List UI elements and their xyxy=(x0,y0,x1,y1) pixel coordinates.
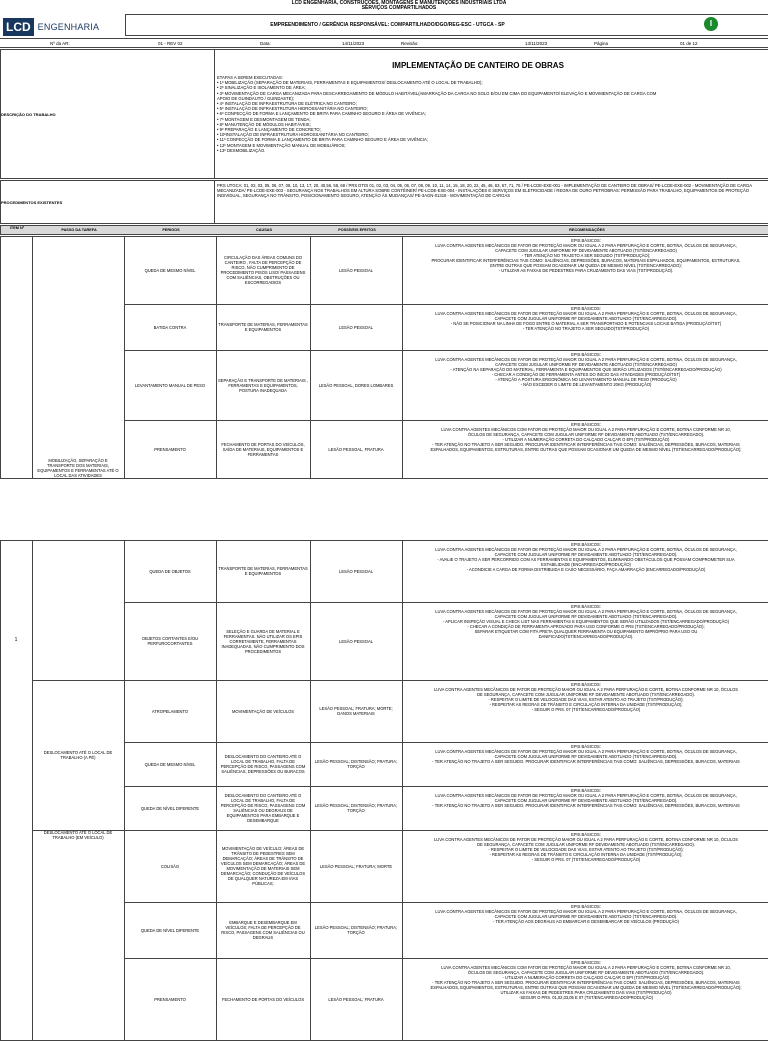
revision-value: 13/11/2023 xyxy=(525,41,548,46)
recommendation-line: LUVA CONTRA AGENTES MECÂNICOS DE FATOR DE PROTEÇÃO MAIOR OU IGUAL A 2 PARA PERFURAÇÃO E CORTE, BOTINA, ÓCULOS DE SEGURANÇA, xyxy=(435,357,737,362)
task-step-cell xyxy=(34,540,122,680)
recommendation-line: LUVA CONTRA AGENTES MECÂNICOS DE FATOR DE PROTEÇÃO MAIOR OU IGUAL A 2 PARA PERFURAÇÃO E CORTE, BOTINA, ÓCULOS DE SEGURANÇA, xyxy=(435,909,737,914)
task-step-cell: DESLOCAMENTO ATÉ O LOCAL DE TRABALHO (EM VEÍCULO) xyxy=(43,830,113,840)
hazard-cell: PRENSAMENTO xyxy=(154,446,186,452)
hazard-cell: QUEDA DE OBJETOS xyxy=(149,568,191,574)
table-row xyxy=(124,540,768,602)
work-title: IMPLEMENTAÇÃO DE CANTEIRO DE OBRAS xyxy=(392,61,564,70)
cause-cell: EMBARQUE E DESEMBARQUE EM VEÍCULOS; FALTA DE PERCEPÇÃO DE RISCO, PASSAGENS COM SALIÊNCIAS OU DEGRAUS xyxy=(221,920,305,940)
recommendation-line: EPIS BÁSICOS: xyxy=(571,682,601,687)
table-row xyxy=(124,304,768,350)
table-row xyxy=(124,350,768,420)
recommendation-line: EPIS BÁSICOS: xyxy=(571,832,601,837)
table-row xyxy=(124,420,768,478)
recommendation-line: LUVA CONTRA AGENTES MECÂNICOS DE FATOR DE PROTEÇÃO MAIOR OU IGUAL A 2 PARA PERFURAÇÃO E CORTE, BOTINA, ÓCULOS DE SEGURANÇA, xyxy=(435,311,737,316)
table-gridline xyxy=(0,540,1,1040)
recommendation-line: - NÃO SE POSICIONAR NA LINHA DE FOGO ENTRE O MATERIAL A SER TRANSPORTADO E POTENCIAIS LOCAIS BATIDA (PRODUÇÃO/TST) xyxy=(450,321,722,326)
recommendation-cell xyxy=(404,902,768,958)
recommendation-line: - SEGUIR O PRS. 07 (TST/ENCARREGADO/PRODUÇÃO) xyxy=(531,707,641,712)
recommendation-line: LUVA CONTRA AGENTES MECÂNICOS DE FATOR DE PROTEÇÃO MAIOR OU IGUAL A 2 PARA PERFURAÇÃO E CORTE, BOTINA, ÓCULOS DE SEGURANÇA, xyxy=(435,749,737,754)
recommendation-line: EPIS BÁSICOS: xyxy=(571,238,601,243)
recommendation-line: DE SEGURANÇA, CAPACETE COM JUGULAR UNIFORME RF DEVIDAMENTE ABOTUADO (TST/ENCARREGADO). xyxy=(477,692,695,697)
recommendation-line: - TER ATENÇÃO AOS DEGRAUS AO EMBARCAR E DESEMBARCAR DE VEÍCULOS (PRODUÇÃO) xyxy=(493,919,679,924)
recommendation-line: - CHECAR A CONDIÇÃO DE FERRAMENTA ANTES DO INÍCIO DAS ATIVIDADES (PRODUÇÃO/TST) xyxy=(491,372,681,377)
recommendation-line: - RESPEITAR O LIMITE DE VELOCIDADE DAS VIAS, ESTAR ATENTO AO TRAJETO (TST/PRODUÇÃO); xyxy=(488,847,684,852)
recommendation-cell xyxy=(404,236,768,304)
table-row xyxy=(124,236,768,304)
table-row xyxy=(124,786,768,830)
cause-cell: DESLOCAMENTO DO CANTEIRO ATÉ O LOCAL DE TRABALHO, FALTA DE PERCEPÇÃO DE RISCO, PASSAGENS COM SALIÊNCIAS, DEPRESSÕES OU BURACOS xyxy=(220,754,306,774)
work-step-line: • 12º MONTAGEM E MOVIMENTAÇÃO MANUAL DE MOBILIÁRIOS; xyxy=(217,142,346,148)
company-name: LCD ENGENHARIA, CONSTRUÇÕES, MONTAGENS E MANUTENÇÕES INDUSTRIAIS LTDA xyxy=(291,0,507,6)
recommendation-line: SEPARAR ETIQUETAR COM FITA PRETA QUALQUER FERRAMENTA OU EQUIPAMENTO IMPRÓPRIO PARA USO OU xyxy=(474,629,698,634)
table-header xyxy=(0,225,768,235)
item-number: 1 xyxy=(14,636,18,643)
recommendation-line: DE SEGURANÇA, CAPACETE COM JUGULAR UNIFORME RF DEVIDAMENTE ABOTUADO (TST/ENCARREGADO). xyxy=(477,842,695,847)
recommendation-line: - ATENÇÃO NA SEPARAÇÃO DO MATERIAL, FERRAMENTA E EQUIPAMENTOS QUE SERÃO UTILIZADOS (TST/ENCARREGADO/PRODUÇÃO) xyxy=(450,367,722,372)
hazard-cell: QUEDA DE MESMO NÍVEL xyxy=(144,267,196,273)
work-step-line: • 11º CONFECÇÃO DE FORMA E LANÇAMENTO DE BRITA PARA CAMINHO SEGURO E ÁREA DE VIVÊNCIA; xyxy=(217,137,428,143)
recommendation-line: - UTILIZAR AS FAIXAS DE PEDESTRES PARA CRUZAMENTO DAS VIAS (TST/PRODUÇÃO). xyxy=(498,268,674,273)
col-efeitos: POSSÍVEIS EFEITOS xyxy=(338,228,376,232)
recommendation-line: EPIS BÁSICOS: xyxy=(571,306,601,311)
work-step-line: • 2º SINALIZAÇÃO E ISOLAMENTO DE ÁREA; xyxy=(217,85,306,91)
col-recomendacoes: RECOMENDAÇÕES xyxy=(569,228,605,232)
table-row xyxy=(124,958,768,1040)
work-step-line: ETAPAS A SEREM EXECUTADAS: xyxy=(217,75,283,80)
work-description-label: DESCRIÇÃO DO TRABALHO xyxy=(1,50,215,178)
recommendation-line: EPIS BÁSICOS: xyxy=(571,788,601,793)
page-value: 01 de 12 xyxy=(680,41,698,46)
task-step-cell: MOBILIZAÇÃO, SEPARAÇÃO E TRANSPORTE DOS MATERIAIS, EQUIPAMENTOS E FERRAMENTAS ATÉ O LOCAL DAS ATIVIDADES xyxy=(37,458,119,478)
work-description xyxy=(217,52,739,153)
work-step-line: • 6º CONFECÇÃO DE FORMA E LANÇAMENTO DE BRITA PARA CAMINHO SEGURO E ÁREA DE VIVÊNCIA; xyxy=(217,111,426,117)
work-step-line: • 1º MOBILIZAÇÃO (SEPARAÇÃO DE MATERIAIS, FERRAMENTAS E EQUIPAMENTOS/ DESLOCAMENTO ATÉ O LOCAL DE TRABALHO); xyxy=(217,80,483,86)
recommendation-line: CAPACETE COM JUGULAR UNIFORME RF DEVIDAMENTE ABOTUADO (TST/ENCARREGADO). xyxy=(494,798,678,803)
work-step-line: • 5º INSTALAÇÃO DE INFRAESTRUTURA HIDROSSANITÁRIA NO CANTEIRO; xyxy=(217,106,368,112)
recommendation-line: EPIS BÁSICOS: xyxy=(571,352,601,357)
work-step-line: • 9º PREPARAÇÃO E LANÇAMENTO DE CONCRETO; xyxy=(217,127,321,133)
work-steps-list xyxy=(217,75,739,153)
table-gridline xyxy=(0,236,1,478)
company-subtitle: SERVIÇOS COMPARTILHADOS xyxy=(361,5,437,11)
effect-cell: LESÃO PESSOAL; DISTENSÃO; FRATURA; TORÇÃO xyxy=(314,803,398,813)
empreendimento-text: EMPREENDIMENTO / GERÊNCIA RESPONSÁVEL: COMPARTILHADO/DGO/REG-ESC - UTGCA - SP xyxy=(270,22,505,28)
cause-cell: SELEÇÃO E GUARDA DE MATERIAL E FERRAMENTAS. NÃO UTILIZAR OS EPIS CORRETAMENTE, FERRAMENTAS INADEQUADAS, NÃO CUMPRIMENTO DOS PROCEDIMENTOS xyxy=(221,628,305,654)
hazard-cell: OBJETOS CORTANTES E/OU PERFUROCORTANTES xyxy=(141,636,199,646)
cause-cell: DESLOCAMENTO DO CANTEIRO ATÉ O LOCAL DE TRABALHO, FALTA DE PERCEPÇÃO DE RISCO, PASSAGENS COM SALIÊNCIAS OU DEGRAUS DE EQUIPAMENTOS PARA EMBARQUE E DESEMBARQUE xyxy=(220,793,306,823)
recommendation-line: EPIS BÁSICOS: xyxy=(571,542,601,547)
work-step-line: APOIO DE GUINDAUTO / GUINDASTE); xyxy=(217,95,294,101)
recommendation-line: LUVA CONTRA AGENTES MECÂNICOS DE FATOR DE PROTEÇÃO MAIOR OU IGUAL A 2 PARA PERFURAÇÃO E CORTE, BOTINA, ÓCULOS DE SEGURANÇA, xyxy=(435,243,737,248)
recommendation-line: ÓCULOS DE SEGURANÇA, CAPACETE COM JUGULAR UNIFORME RF DEVIDAMENTE ABOTUADO (TST/ENCARREGADO). xyxy=(467,970,705,975)
recommendation-line: - RESPEITAR O LIMITE DE VELOCIDADE DAS VIAS, ESTAR ATENTO AO TRAJETO (TST/PRODUÇÃO); xyxy=(488,697,684,702)
recommendation-cell xyxy=(404,742,768,786)
procedures-text: PRS UTGCA: 01, 02, 03, 05, 06, 07, 08, 10, 13, 17, 20, 40,56, 58, 68 / PRS DTOI 01, 02, 03, 04, 05, 06, 07, 08, 09, 10, 11, 14, 15, 18, 20, 22, 45, 46, 63, 67, 71, 75 / PE-LCDE-EXE-001 - IMPLEMENTAÇÃO DE CANTEIRO DE OBRAS/ PE-LCDE-EXE-002 - MOVIMENTAÇÃO DE CARGA MECANIZADA/ PE-LCDE-EXE-003 - SEGURANÇA NOS TRABALHOS EM ALTURA SOBRE CONTÊINER/ PE-LCDE-EXE-004 - INSTALAÇÕES E SERVIÇOS EM ELETRICIDADE / REGRA DE OURO PETROBRAS: PERMISSÃO PARA TRABALHO, EQUIPAMENTOS DE PROTEÇÃO INDIVIDUAL, SEGURANÇA NO TRÂNSITO, POSICIONAMENTO SEGURO, ATENÇÃO ÀS MUDANÇAS/ PE-3AGN-01318 - MOVIMENTAÇÃO DE CARGAS xyxy=(217,183,752,199)
cause-cell: SEPARAÇÃO E TRANSPORTE DE MATERIAIS , FERRAMENTAS E EQUIPAMENTOS, POSTURA INADEQUADA xyxy=(218,377,309,393)
work-step-line: • 8º MANUTENÇÃO DE MÓDULOS HABITÁVEIS; xyxy=(217,121,311,127)
hazard-cell: QUEDA DE NÍVEL DIFERENTE xyxy=(140,927,200,933)
recommendation-line: LUVA CONTRA AGENTES MECÂNICOS DE FATOR DE PROTEÇÃO MAIOR OU IGUAL A 2 PARA PERFURAÇÃO E CORTE, BOTINA CONFORME NR 10, ÓCULOS xyxy=(433,687,739,692)
recommendation-line: CAPACETE COM JUGULAR UNIFORME RF DEVIDAMENTE ABOTUADO (TST/ENCARREGADO). xyxy=(494,754,678,759)
recommendation-line: DANIFICADO(TST/ENCARREGADO/PRODUÇÃO). xyxy=(538,634,634,639)
work-step-line: • 10ºINSTALAÇÃO DE INFRAESTRUTURA HIDROSSANITÁRIA NO CANTEIRO; xyxy=(217,132,369,138)
recommendation-line: LUVA CONTRA AGENTES MECÂNICOS DE FATOR DE PROTEÇÃO MAIOR OU IGUAL A 2 PARA PERFURAÇÃO E CORTE, BOTINA, ÓCULOS DE SEGURANÇA, xyxy=(435,609,737,614)
cause-cell: MOVIMENTAÇÃO DE VEÍCULO: ÁREAS DE TRÂNSITO DE PEDESTRES SEM DEMARCAÇÃO; ÁREAS DE TRÂNSITO DE VEÍCULOS SEM DEMARCAÇÃO; ÁREAS DE MOVIMENTAÇÃO DE MATERIAIS SEM DEMARCAÇÃO; CONDUÇÃO DE VEÍCULOS DE QUALQUER NATUREZA EM VIAS PÚBLICAS; xyxy=(220,846,306,886)
recommendation-line: - ATENÇÃO A POSTURA ERGONÔMICA NO LEVANTAMENTO MANUAL DE PESO (PRODUÇÃO) xyxy=(495,377,677,382)
effect-cell: LESÃO PESSOAL; FRATURA; MORTE; DANOS MATERIAIS xyxy=(319,706,393,716)
recommendation-cell xyxy=(404,958,768,1040)
table-row xyxy=(124,742,768,786)
table-row xyxy=(124,680,768,742)
effect-cell: LESÃO PESSOAL xyxy=(339,324,373,330)
ar-number-label: Nº da AR: xyxy=(50,41,70,46)
recommendation-cell xyxy=(404,420,768,478)
recommendation-line: -SEGUIR O PRS. 01,02,03,05 E 07 (TST/ENCARREGADO/PRODUÇÃO) xyxy=(519,995,653,1000)
recommendation-line: EPIS BÁSICOS: xyxy=(571,744,601,749)
recommendation-cell xyxy=(404,540,768,602)
recommendation-cell xyxy=(404,786,768,830)
recommendation-line: - TER ATENÇÃO NO TRAJETO A SER SEGUIDO. PROCURAR IDENTIFICAR INTERFERÊNCIAS TAIS COMO: SALIÊNCIAS, DEPRESSÕES, BURACOS, MATERIAIS xyxy=(432,442,740,447)
cause-cell: TRANSPORTE DE MATERIAS, FERRAMENTAS E EQUIPAMENTOS xyxy=(218,566,308,576)
revision-label: Revisão: xyxy=(401,41,419,46)
recommendation-line: - AVALIE O TRAJETO A SER PERCORRIDO COM AS FERRAMENTAS E EQUIPAMENTOS, ELIMINANDO OBSTÁCULOS QUE POSSAM COMPROMETER SUA xyxy=(437,557,735,562)
recommendation-line: EPIS BÁSICOS: xyxy=(571,604,601,609)
recommendation-line: - CHECAR A CONDIÇÃO DE FERRAMENTA APROVADO PARA USO CONFORME O PRS (TST/ENCARREGADO/PRODUÇÃO); xyxy=(467,624,705,629)
table-gridline xyxy=(32,236,33,478)
recommendation-line: PROCURAR IDENTIFICAR INTERFERÊNCIAS TAIS COMO: SALIÊNCIAS, DEPRESSÕES, BURACOS, MATERIAIS ESPALHADOS, EQUIPAMENTOS, ESTRUTURAS, xyxy=(431,258,741,263)
table-row xyxy=(124,602,768,680)
recommendation-line: - UTILIZAR A NUMERAÇÃO CORRETA DO CALÇADO CALÇAR O EPI (TST/PRODUÇÃO) xyxy=(502,437,670,442)
hazard-cell: ATROPELAMENTO xyxy=(151,708,189,714)
recommendation-line: EPIS BÁSICOS: xyxy=(571,422,601,427)
risk-table-page-1 xyxy=(0,236,768,478)
recommendation-line: - TER ATENÇÃO NO TRAJETO A SER SEGUIDO. PROCURAR IDENTIFICAR INTERFERÊNCIAS TAIS COMO: SALIÊNCIAS, DEPRESSÕES, BURACOS, MATERIAIS xyxy=(432,980,740,985)
recommendation-line: - TER ATENÇÃO NO TRAJETO A SER SEGUIDO. PROCURAR IDENTIFICAR INTERFERÊNCIAS TAIS COMO: SALIÊNCIAS, DEPRESSÕES, BURACOS, MATERIAIS xyxy=(432,803,740,808)
recommendation-line: - TER ATENÇÃO NO TRAJETO A SER SEGUIDO (TST/PRODUÇÃO); xyxy=(521,253,651,258)
recommendation-line: ESPALHADOS, EQUIPAMENTOS, ESTRUTURAS, ENTRE OUTRAS QUE POSSAM OCASIONAR UM QUEDA DE MESMO NÍVEL (TST/ENCARREGADO/PRODUÇÃO); xyxy=(430,985,742,990)
page-label: Página xyxy=(594,41,609,46)
recommendation-line: - TER ATENÇÃO NO TRAJETO A SER SEGUIDO(TST/PRODUÇÃO) xyxy=(522,326,650,331)
table-gridline xyxy=(32,540,33,1040)
recommendation-cell xyxy=(404,350,768,420)
effect-cell: LESÃO PESSOAL; FRATURA xyxy=(328,996,384,1002)
hazard-cell: QUEDA DE NÍVEL DIFERENTE xyxy=(140,805,200,811)
recommendation-cell xyxy=(404,304,768,350)
classification-badge: I xyxy=(704,17,718,31)
recommendation-line: - APLICAR INSPEÇÃO VISUAL E CHECK LIST NAS FERRAMENTAS E EQUIPAMENTOS QUE SERÃO UTILIZADOS (TST/ENCARREGADO/PRODUÇÃO) xyxy=(443,619,729,624)
hazard-cell: LEVANTAMENTO MANUAL DE PESO xyxy=(134,382,206,388)
effect-cell: LESÃO PESSOAL xyxy=(339,267,373,273)
recommendation-line: UTILIZAR AS FAIXAS DE PEDESTRES PARA CRUZAMENTO DAS VIAS (TST/PRODUÇÃO) xyxy=(500,990,672,995)
recommendation-line: LUVA CONTRA AGENTES MECÂNICOS DE FATOR DE PROTEÇÃO MAIOR OU IGUAL A 2 PARA PERFURAÇÃO E CORTE, BOTINA, ÓCULOS DE SEGURANÇA, xyxy=(435,793,737,798)
effect-cell: LESÃO PESSOAL xyxy=(339,568,373,574)
cause-cell: TRANSPORTE DE MATERIAS, FERRAMENTAS E EQUIPAMENTOS xyxy=(218,322,308,332)
recommendation-line: EPIS BÁSICOS: xyxy=(571,904,601,909)
cause-cell: MOVIMENTAÇÃO DE VEÍCULOS xyxy=(231,708,295,714)
recommendation-line: - NÃO EXCEDER O LIMITE DE LEVANTAMENTO 20KG (PRODUÇÃO) xyxy=(520,382,652,387)
recommendation-line: CAPACETE COM JUGULAR UNIFORME RF DEVIDAMENTE ABOTUADO (TST/ENCARREGADO) xyxy=(495,362,677,367)
recommendation-line: - SEGUIR O PRS. 07 (TST/ENCARREGADO/PRODUÇÃO) xyxy=(531,857,641,862)
company-header xyxy=(130,0,668,13)
col-item: ITEM Nº xyxy=(9,226,25,230)
recommendation-line: - RESPEITAR AS REGRAS DE TRÂNSITO E CIRCULAÇÃO INTERNA DA UNIDADE (TST/PRODUÇÃO); xyxy=(489,852,683,857)
effect-cell: LESÃO PESSOAL; FRATURA; MORTE xyxy=(319,863,393,869)
info-row xyxy=(0,38,768,48)
recommendation-line: ÓCULOS DE SEGURANÇA, CAPACETE COM JUGULAR UNIFORME RF DEVIDAMENTE ABOTUADO (TST/ENCARREGADO). xyxy=(467,432,705,437)
recommendation-line: CAPACETE COM JUGULAR UNIFORME RF DEVIDAMENTE ABOTUADO (TST/ENCARREGADO). xyxy=(494,552,678,557)
hazard-cell: BATIDA CONTRA xyxy=(153,324,187,330)
recommendation-line: ESTABILIDADE (ENCARREGADO/PRODUÇÃO) xyxy=(541,562,631,567)
recommendation-cell xyxy=(404,602,768,680)
empreendimento-row xyxy=(125,14,768,36)
risk-table-page-2 xyxy=(0,540,768,1040)
work-step-line: • 7º MONTAGEM E DESMONTAGEM DE TENDA; xyxy=(217,116,311,122)
recommendation-line: - TER ATENÇÃO NO TRAJETO A SER SEGUIDO. PROCURAR IDENTIFICAR INTERFERÊNCIAS TAIS COMO: SALIÊNCIAS, DEPRESSÕES, BURACOS, MATERIAIS xyxy=(432,759,740,764)
work-step-line: • 4º INSTALAÇÃO DE INFRAESTRUTURA DE ELÉTRICA NO CANTEIRO; xyxy=(217,101,357,107)
effect-cell: LESÃO PESSOAL, FRATURA xyxy=(328,446,384,452)
col-passo: PASSO DA TAREFA xyxy=(61,228,97,232)
col-perigos: PERIGOS xyxy=(162,228,180,232)
cause-cell: FECHAMENTO DE PORTAS DO VEÍCULOS, SAÍDA DE MATERIAIS, EQUIPAMENTOS E FERRAMENTAS xyxy=(221,441,305,457)
col-causas: CAUSAS xyxy=(255,228,273,232)
date-label: Data: xyxy=(260,41,271,46)
recommendation-line: LUVA CONTRA AGENTES MECÂNICOS DE FATOR DE PROTEÇÃO MAIOR OU IGUAL A 2 PARA PERFURAÇÃO E CORTE, BOTINA, ÓCULOS DE SEGURANÇA, xyxy=(435,547,737,552)
recommendation-line: ESPALHADOS, EQUIPAMENTOS, ESTRUTURAS, ENTRE OUTRAS QUE POSSAM OCASIONAR UM QUEDA DE MESMO NÍVEL (TST/ENCARREGADO/PRODUÇÃO); xyxy=(430,447,742,452)
table-gridline xyxy=(0,478,768,479)
recommendation-cell xyxy=(404,680,768,742)
recommendation-line: CAPACETE COM JUGULAR UNIFORME RF DEVIDAMENTE ABOTUADO (TST/ENCARREGADO) xyxy=(495,248,677,253)
work-step-line: • 13º DESMOBILIZAÇÃO. xyxy=(217,147,266,153)
logo-text: ENGENHARIA xyxy=(37,22,100,32)
company-logo xyxy=(3,14,121,40)
effect-cell: LESÃO PESSOAL, DORES LOMBARES xyxy=(318,382,394,388)
recommendation-line: LUVA CONTRA AGENTES MECÂNICOS COM FATOR DE PROTEÇÃO MAIOR OU IGUAL A 2 PARA PERFURAÇÃO E CORTE, BOTINA CONFORME NR 10, xyxy=(441,427,731,432)
table-row xyxy=(124,902,768,958)
recommendation-line: CAPACETE COM JUGULAR UNIFORME RF DEVIDAMENTE ABOTUADO (TST/ENCARREGADO). xyxy=(494,614,678,619)
recommendation-line: CAPACETE COM JUGULAR UNIFORME RF DEVIDAMENTE ABOTUADO (TST/ENCARREGADO). xyxy=(494,316,678,321)
recommendation-line: - RESPEITAR AS REGRAS DE TRÂNSITO E CIRCULAÇÃO INTERNA DA UNIDADE (TST/PRODUÇÃO); xyxy=(489,702,683,707)
task-step-cell: DESLOCAMENTO ATÉ O LOCAL DE TRABALHO (A PÉ) xyxy=(43,750,113,760)
recommendation-line: EPIS BÁSICOS: xyxy=(571,960,601,965)
table-row xyxy=(124,830,768,902)
cause-cell: FECHAMENTO DE PORTAS DO VEÍCULOS xyxy=(221,996,305,1002)
recommendation-cell xyxy=(404,830,768,902)
date-value: 14/11/2023 xyxy=(342,41,365,46)
hazard-cell: QUEDA DE MESMO NÍVEL xyxy=(144,761,196,767)
logo-mark: LCD xyxy=(3,18,34,36)
effect-cell: LESÃO PESSOAL; DISTENSÃO; FRATURA; TORÇÃO xyxy=(314,759,398,769)
recommendation-line: - UTILIZAR A NUMERAÇÃO CORRETA DO CALÇADO CALÇAR O EPI (TST/PRODUÇÃO) xyxy=(502,975,670,980)
effect-cell: LESÃO PESSOAL; DISTENSÃO; FRATURA; TORÇÃO xyxy=(314,925,398,935)
recommendation-line: - ACONDICIE A CARGA DE FORMA DISTRIBUIDA E CASO NECESSÁRIO, FAÇA AMARRAÇÃO (ENCARREGADO/PRODUÇÃO) xyxy=(466,567,706,572)
hazard-cell: PRENSAMENTO xyxy=(154,996,186,1002)
effect-cell: LESÃO PESSOAL xyxy=(339,638,373,644)
recommendation-line: LUVA CONTRA AGENTES MECÂNICOS COM FATOR DE PROTEÇÃO MAIOR OU IGUAL A 2 PARA PERFURAÇÃO E CORTE, BOTINA CONFORME NR 10, xyxy=(441,965,731,970)
recommendation-line: LUVA CONTRA AGENTES MECÂNICOS DE FATOR DE PROTEÇÃO MAIOR OU IGUAL A 2 PARA PERFURAÇÃO E CORTE, BOTINA CONFORME NR 10, ÓCULOS xyxy=(433,837,739,842)
work-step-line: • 3º MOVIMENTAÇÃO DE CARGA MECANIZADA PARA DESCARREGAMENTO DE MÓDULO HABITÁVEL(AMARRAÇÃO DA CARGA NO SOLO E/OU EM CIMA DO EQUIPAMENTO/ ELEVAÇÃO E MOVIMENTAÇÃO DE CARGA COM xyxy=(217,90,657,96)
ar-number-value: 01 - REV 02 xyxy=(158,41,183,46)
procedures-label: PROCEDIMENTOS EXISTENTES xyxy=(1,181,215,223)
recommendation-line: ENTRE OUTRAS QUE POSSAM OCASIONAR UM QUEDA DE MESMO NÍVEL (TST/ENCARREGADO); xyxy=(490,263,682,268)
cause-cell: CIRCULAÇÃO DAS ÁREAS COMUNS DO CANTEIRO , FALTA DE PERCEPÇÃO DE RISCO, NÃO CUMPRIMENTO DE PROCEDIMENTO PISOS LISO/ PASSAGENS COM SALIÊNCIAS, OBSTRUÇÕES OU ESCORREGADIOS xyxy=(220,255,306,285)
hazard-cell: COLISÃO xyxy=(160,863,180,869)
recommendation-line: CAPACETE COM JUGULAR UNIFORME RF DEVIDAMENTE ABOTUADO (TST/ENCARREGADO). xyxy=(494,914,678,919)
